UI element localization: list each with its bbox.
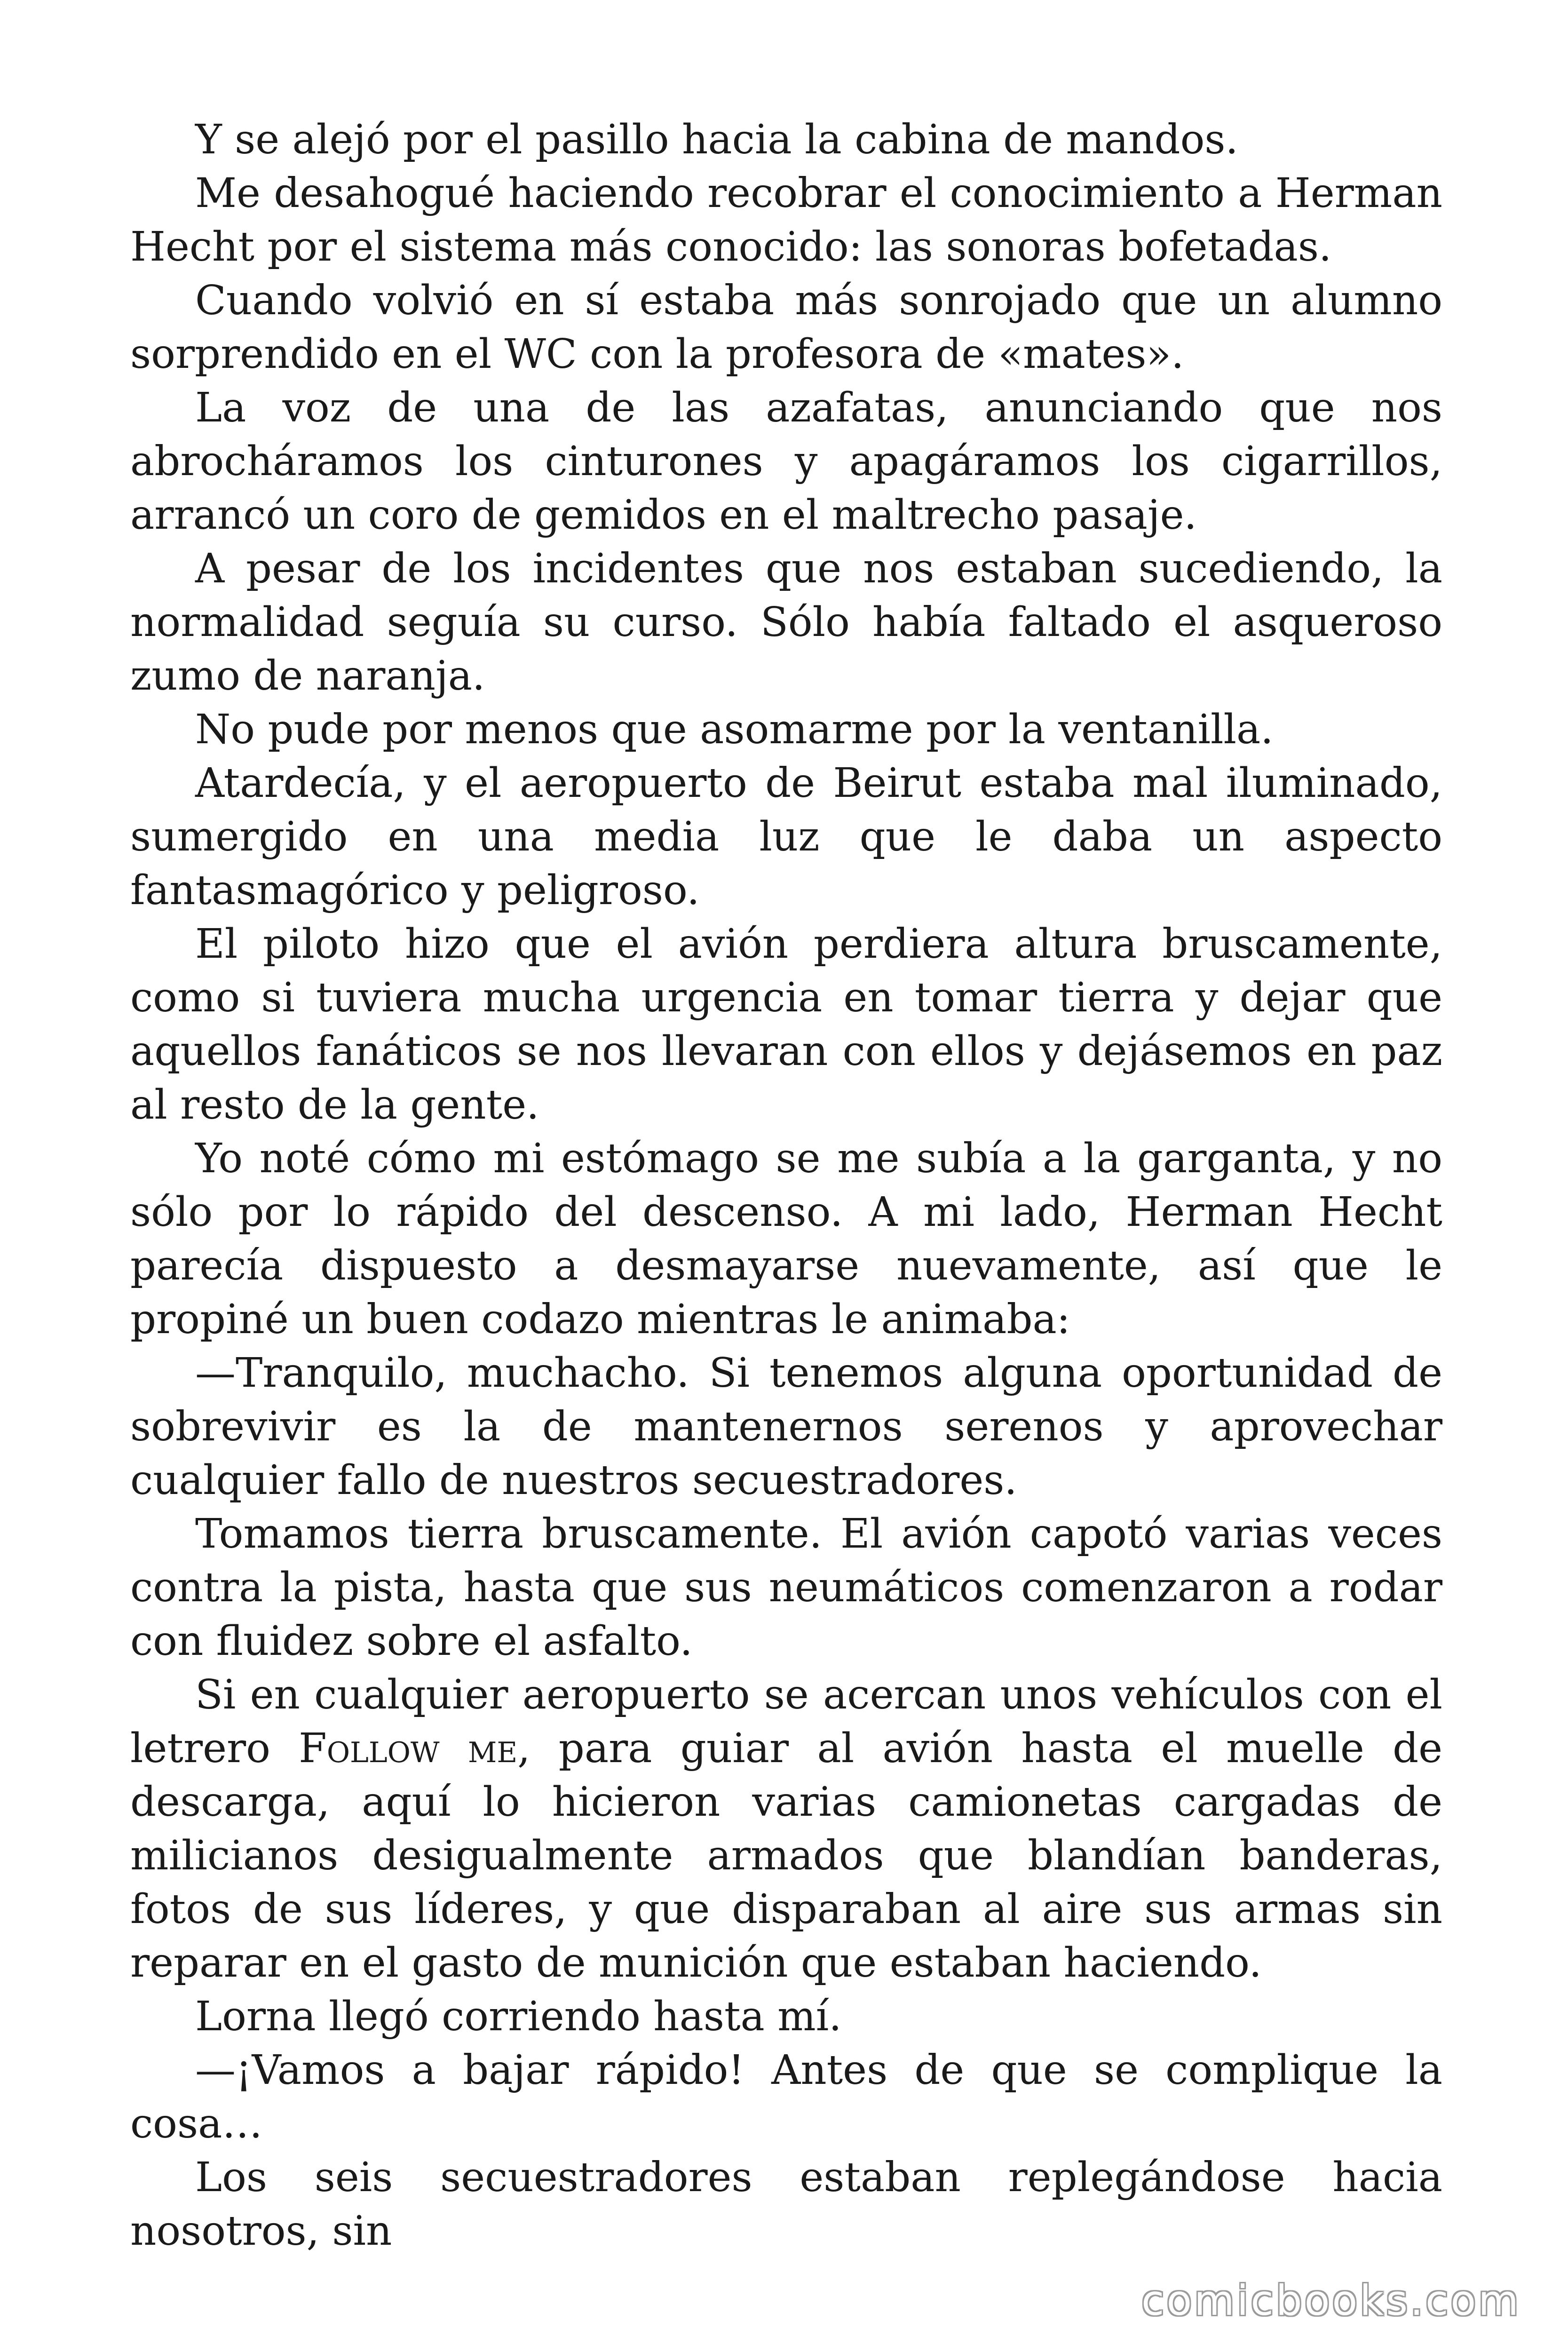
paragraph: Tomamos tierra bruscamente. El avión capotó varias veces contra la pista, hasta que sus neumáticos comenzaron a rodar con fluidez sobre el asfalto.: [130, 1510, 1442, 1665]
page-text: [130, 113, 1442, 2258]
paragraph-text: Si en cualquier aeropuerto se acercan unos vehículos con el letrero: [130, 1671, 1442, 1772]
paragraph: Me desahogué haciendo recobrar el conocimiento a Herman Hecht por el sistema más conocido: las sonoras bofetadas.: [130, 170, 1442, 270]
paragraph: —¡Vamos a bajar rápido! Antes de que se complique la cosa…: [130, 2047, 1442, 2147]
paragraph: Atardecía, y el aeropuerto de Beirut estaba mal iluminado, sumergido en una media luz que le daba un aspecto fantasmagórico y peligroso.: [130, 760, 1442, 914]
paragraph: Lorna llegó corriendo hasta mí.: [195, 1993, 842, 2040]
paragraph-text: , para guiar al avión hasta el muelle de descarga, aquí lo hicieron varias camionetas cargadas de milicianos desigualmente armados que blandían banderas, fotos de sus líderes, y que disparaban al aire sus armas sin reparar en el gasto de munición que estaban haciendo.: [130, 1725, 1443, 1986]
paragraph: Cuando volvió en sí estaba más sonrojado que un alumno sorprendido en el WC con la profesora de «mates».: [130, 277, 1442, 378]
paragraph: A pesar de los incidentes que nos estaban sucediendo, la normalidad seguía su curso. Sólo había faltado el asqueroso zumo de naranja.: [130, 545, 1442, 699]
small-caps-sign-text: Follow me: [299, 1725, 518, 1772]
paragraph: Y se alejó por el pasillo hacia la cabina de mandos.: [195, 116, 1238, 163]
paragraph: Los seis secuestradores estaban replegándose hacia nosotros, sin: [130, 2154, 1442, 2255]
paragraph: —Tranquilo, muchacho. Si tenemos alguna oportunidad de sobrevivir es la de mantenernos serenos y aprovechar cualquier fallo de nuestros secuestradores.: [130, 1350, 1442, 1504]
paragraph: Yo noté cómo mi estómago se me subía a la garganta, y no sólo por lo rápido del descenso. A mi lado, Herman Hecht parecía dispuesto a desmayarse nuevamente, así que le propiné un buen codazo mientras le animaba:: [130, 1135, 1442, 1343]
paragraph: La voz de una de las azafatas, anunciando que nos abrocháramos los cinturones y apagáramos los cigarrillos, arrancó un coro de gemidos en el maltrecho pasaje.: [130, 384, 1442, 539]
paragraph: El piloto hizo que el avión perdiera altura bruscamente, como si tuviera mucha urgencia en tomar tierra y dejar que aquellos fanáticos se nos llevaran con ellos y dejásemos en paz al resto de la gente.: [130, 921, 1442, 1128]
watermark: comicbooks.com: [1141, 2276, 1521, 2325]
paragraph-follow-me: [130, 1668, 1442, 1990]
paragraph: No pude por menos que asomarme por la ventanilla.: [195, 706, 1274, 753]
